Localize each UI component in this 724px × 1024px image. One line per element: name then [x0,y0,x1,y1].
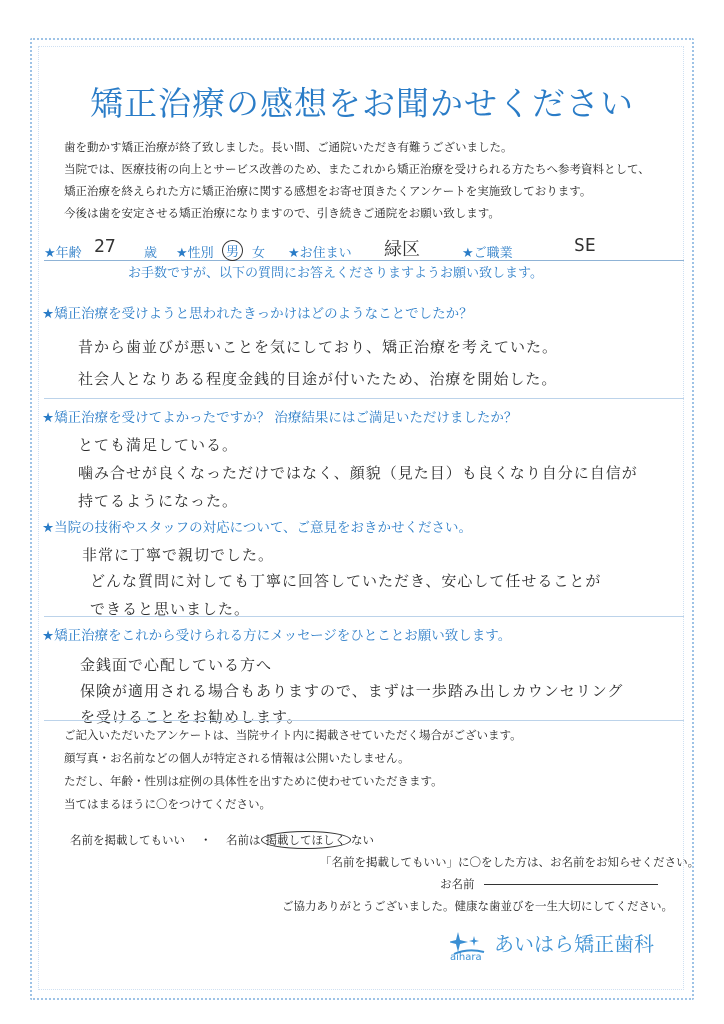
answer-3-line[interactable]: 非常に丁寧で親切でした。 [82,546,275,564]
answer-4-line[interactable]: を受けることをお勧めします。 [80,708,303,726]
note-line: ただし、年齢・性別は症例の具体性を出すために使わせていただきます。 [64,774,443,788]
occupation-value[interactable]: SE [574,235,596,256]
answer-3-line[interactable]: どんな質問に対しても丁寧に回答していただき、安心して任せることが [90,572,602,590]
age-value[interactable]: 27 [94,236,116,257]
intro-text [64,136,684,224]
intro-line: 当院では、医療技術の向上とサービス改善のため、またこれから矯正治療を受けられる方たちへ参考資料として、 [64,162,650,176]
intro-line: 矯正治療を終えられた方に矯正治療に関する感想をお寄せ頂きたくアンケートを実施致しております。 [64,184,592,198]
name-input-line[interactable] [484,884,658,885]
gender-label: ★性別 [176,246,214,261]
occupation-label: ★ご職業 [462,246,513,261]
notes [64,724,522,816]
answer-2-line[interactable]: とても満足している。 [78,436,239,454]
answer-2-line[interactable]: 噛み合せが良くなっただけではなく、顔貌（見た目）も良くなり自分に自信が [78,464,638,482]
intro-line: 歯を動かす矯正治療が終了致しました。長い間、ご通院いただき有難うございました。 [64,140,513,154]
question-1: ★矯正治療を受けようと思われたきっかけはどのようなことでしたか？ [42,306,473,322]
note-line: 当てはまるほうに〇をつけてください。 [64,797,271,811]
age-label: ★年齢 [44,246,82,261]
intro-line: 今後は歯を安定させる矯正治療になりますので、引き続きご通院をお願い致します。 [64,206,500,220]
name-label: お名前 [440,877,475,891]
note-line: 顔写真・お名前などの個人が特定される情報は公開いたしません。 [64,751,410,765]
clinic-sub: aihara [450,952,482,963]
option-deny-suffix: ない [351,833,374,847]
option-deny-prefix: 名前は [226,833,261,847]
residence-value[interactable]: 緑区 [384,239,420,260]
question-4: ★矯正治療をこれから受けられる方にメッセージをひとことお願い致します。 [42,628,512,644]
answer-3-line[interactable]: できると思いました。 [90,600,251,618]
section-divider [44,398,684,399]
clinic-name: あいはら矯正歯科 [494,932,654,956]
option-allow-name[interactable]: 名前を掲載してもいい [70,833,185,847]
question-2: ★矯正治療を受けてよかったですか？ 治療結果にはご満足いただけましたか？ [42,410,518,426]
section-divider [44,616,684,617]
request-text: お手数ですが、以下の質問にお答えくださりますようお願い致します。 [128,266,543,281]
option-deny-selected-circle[interactable]: 掲載してほしく [261,831,352,849]
name-instruction: 「名前を掲載してもいい」に〇をした方は、お名前をお知らせください。 [320,855,700,869]
answer-4-line[interactable]: 金銭面で心配している方へ [80,656,273,674]
gender-female[interactable]: 女 [252,246,266,261]
residence-label: ★お住まい [288,246,352,261]
gender-male-selected[interactable]: 男 [222,240,243,261]
answer-2-line[interactable]: 持てるようになった。 [78,492,239,510]
answer-1-line[interactable]: 昔から歯並びが悪いことを気にしており、矯正治療を考えていた。 [78,338,559,356]
note-line: ご記入いただいたアンケートは、当院サイト内に掲載させていただく場合がございます。 [64,728,522,742]
profile-row [44,235,684,261]
answer-4-line[interactable]: 保険が適用される場合もありますので、まずは一歩踏み出しカウンセリング [80,682,624,700]
page-title: 矯正治療の感想をお聞かせください [90,84,634,123]
answer-1-line[interactable]: 社会人となりある程度金銭的目途が付いたため、治療を開始した。 [78,370,558,388]
age-unit: 歳 [144,246,158,261]
option-deny-name[interactable] [226,832,374,848]
question-3: ★当院の技術やスタッフの対応について、ご意見をおきかせください。 [42,520,473,536]
option-separator: ・ [200,833,212,847]
thanks-text: ご協力ありがとうございました。健康な歯並びを一生大切にしてください。 [282,899,673,913]
section-divider [44,720,684,721]
